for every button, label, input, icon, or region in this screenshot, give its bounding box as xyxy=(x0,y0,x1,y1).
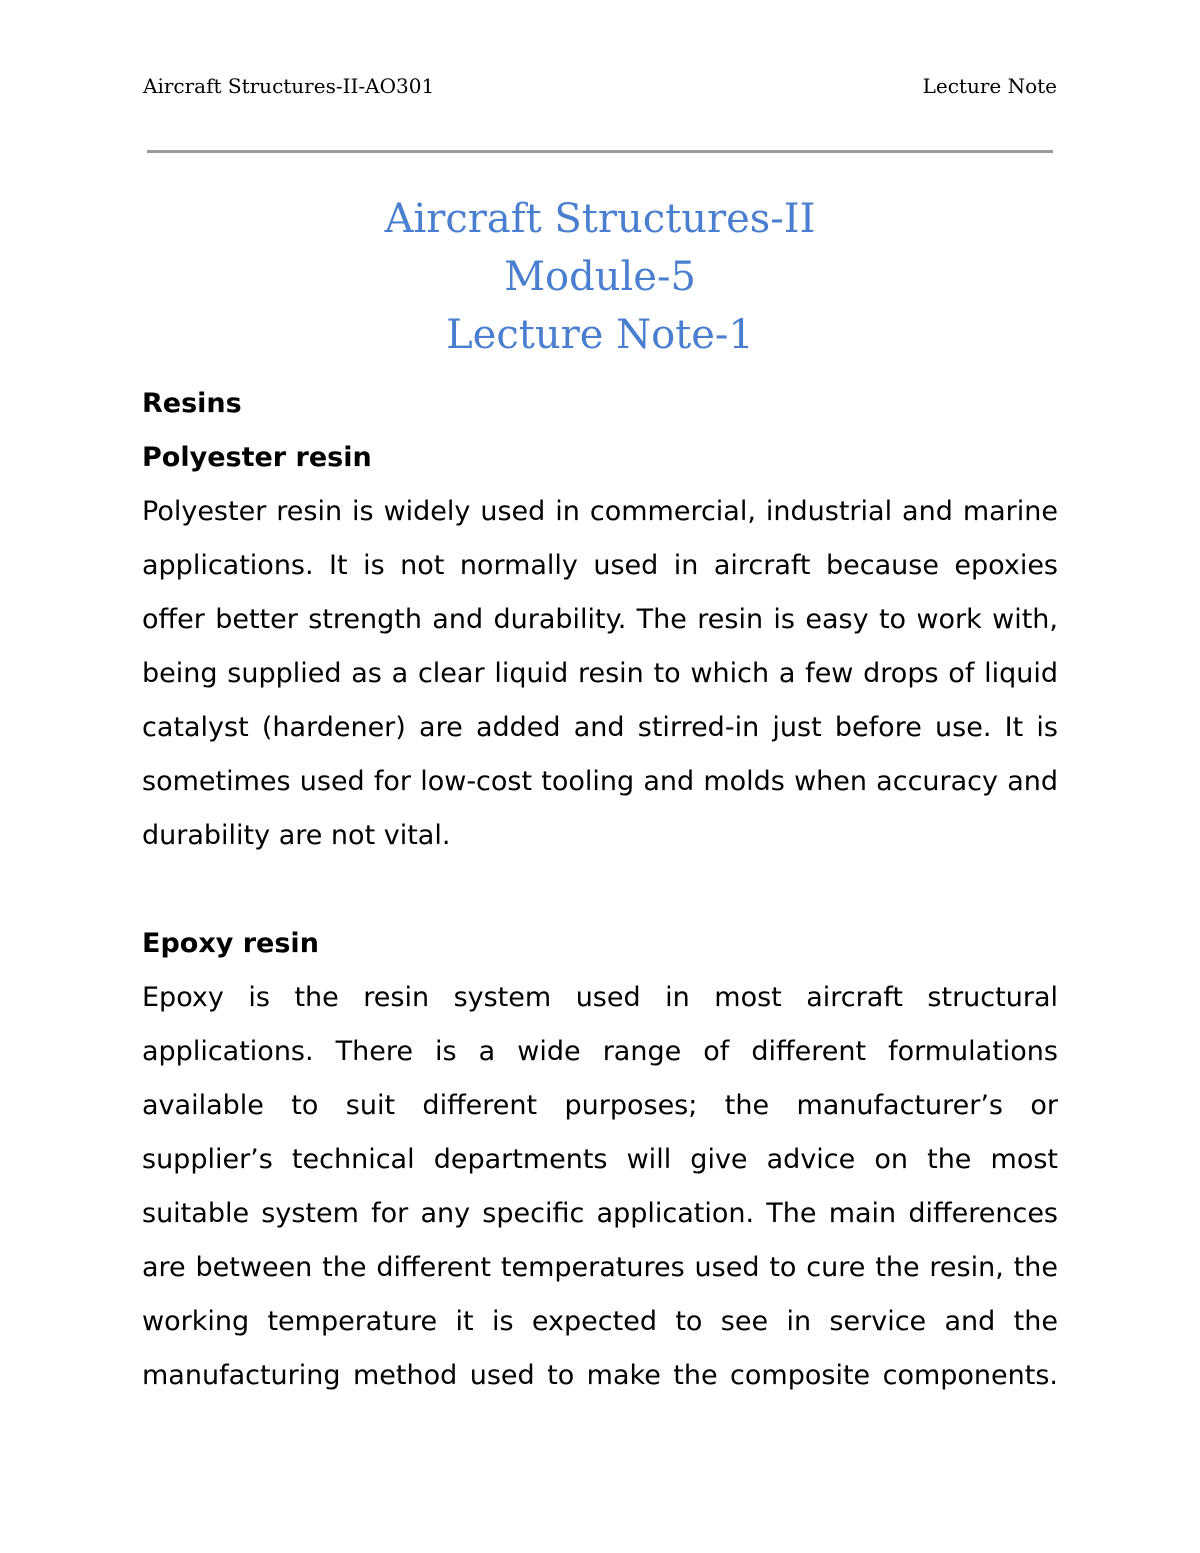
paragraph-spacer xyxy=(142,863,1058,917)
header-course-title: Aircraft Structures-II-AO301 xyxy=(143,74,435,98)
subsection-heading-polyester: Polyester resin xyxy=(142,442,372,473)
section-heading-resins: Resins xyxy=(142,388,242,419)
header-divider xyxy=(147,150,1053,153)
document-title xyxy=(0,190,1200,364)
header-lecture-note: Lecture Note xyxy=(922,74,1057,98)
title-course: Aircraft Structures-II xyxy=(384,196,816,242)
document-body xyxy=(142,377,1058,1403)
title-module: Module-5 xyxy=(504,254,696,300)
page-header xyxy=(143,70,1057,104)
subsection-heading-epoxy: Epoxy resin xyxy=(142,928,319,959)
polyester-paragraph: Polyester resin is widely used in commercial, industrial and marine applications. It is not normally used in aircraft because epoxies offer better strength and durability. The resin is easy to work with, being supplied as a clear liquid resin to which a few drops of liquid catalyst (hardener) are added and stirred-in just before use. It is sometimes used for low-cost tooling and molds when accuracy and durability are not vital. xyxy=(142,496,1058,851)
epoxy-paragraph: Epoxy is the resin system used in most aircraft structural applications. There is a wide range of different formulations available to suit different purposes; the manufacturer’s or supplier’s technical departments will give advice on the most suitable system for any specific application. The main differences are between the different temperatures used to cure the resin, the working temperature it is expected to see in service and the manufacturing method used to make the composite components. xyxy=(142,982,1058,1391)
title-lecture-note: Lecture Note-1 xyxy=(446,312,754,358)
